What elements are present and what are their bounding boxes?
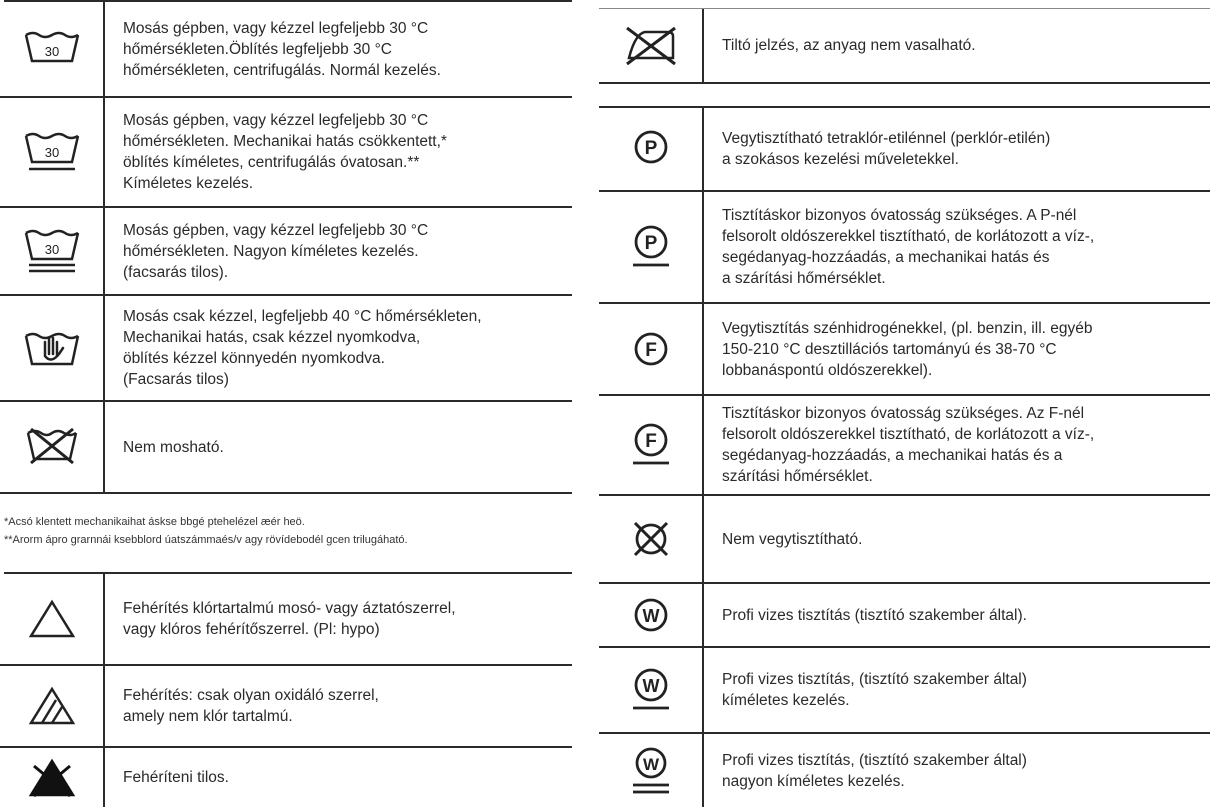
no-bleach-icon	[0, 748, 105, 807]
dry-clean-p-icon	[599, 108, 704, 190]
wet-clean-row-w	[599, 584, 1210, 648]
dry-clean-row-text: Nem vegytisztítható.	[722, 530, 863, 548]
bleach-triangle-icon	[0, 574, 105, 664]
hand-wash-icon	[0, 296, 105, 400]
wet-clean-row-text: Profi vizes tisztítás (tisztító szakember által).	[722, 606, 1027, 624]
dry-clean-f-icon	[599, 304, 704, 394]
dry-clean-f-gentle-icon	[599, 396, 704, 494]
iron-row-no-iron	[599, 9, 1210, 84]
no-wash-icon	[0, 402, 105, 492]
wash-row-text: Mosás gépben, vagy kézzel legfeljebb 30 °C hőmérsékleten.Öblítés legfeljebb 30 °C hőmérsékleten, centrifugálás. Normál kezelés.	[123, 19, 441, 79]
no-dry-clean-icon	[599, 496, 704, 582]
svg-text:30: 30	[44, 44, 59, 59]
svg-text:F: F	[644, 431, 657, 452]
wash-row-text: Mosás gépben, vagy kézzel legfeljebb 30 °C hőmérsékleten. Nagyon kíméletes kezelés. (facsarás tilos).	[123, 221, 429, 281]
iron-row-text: Tiltó jelzés, az anyag nem vasalható.	[722, 37, 976, 54]
wash-row-hand	[0, 296, 572, 402]
wash-row-text: Mosás gépben, vagy kézzel legfeljebb 30 °C hőmérsékleten. Mechanikai hatás csökkentett,* öblítés kíméletes, centrifugálás óvatosan.** Kíméletes kezelés.	[123, 112, 447, 192]
wash-row-text: Mosás csak kézzel, legfeljebb 40 °C hőmérsékleten, Mechanikai hatás, csak kézzel nyomkodva, öblítés kézzel könnyedén nyomkodva. (Facsarás tilos)	[123, 308, 482, 388]
wet-clean-w-icon	[599, 584, 704, 646]
bleach-row-text: Fehéríteni tilos.	[123, 769, 229, 786]
wash-row-30-gentle	[0, 98, 572, 208]
wash-tub-30-icon	[0, 2, 105, 96]
dry-clean-row-f	[599, 304, 1210, 396]
footnote-1: *Acsó klentett mechanikaihat áskse bbgé ptehelézel æér heö.	[4, 516, 305, 528]
svg-text:W: W	[642, 754, 659, 774]
wet-clean-row-text: Profi vizes tisztítás, (tisztító szakember által) kíméletes kezelés.	[722, 671, 1027, 709]
svg-text:P: P	[644, 233, 657, 254]
dry-clean-row-text: Tisztításkor bizonyos óvatosság szükséges. Az F-nél felsorolt oldószerekkel tisztítható, de korlátozott a víz-, segédanyag-hozzáadás, a mechanikai hatás és a szárítási hőmérséklet.	[722, 405, 1095, 485]
footnote-2: **Arorm ápro grarnnái ksebblord úatszámmaés/v agy rövídebodél gcen trilugáható.	[4, 534, 408, 546]
wet-clean-row-w-gentle	[599, 648, 1210, 734]
dry-clean-row-p	[599, 108, 1210, 192]
dry-clean-row-text: Vegytisztítás szénhidrogénekkel, (pl. benzin, ill. egyéb 150-210 °C desztillációs tartományú és 38-70 °C lobbanáspontú oldószerekkel).	[722, 319, 1093, 379]
wash-row-text: Nem mosható.	[123, 438, 224, 456]
dry-clean-row-text: Tisztításkor bizonyos óvatosság szükséges. A P-nél felsorolt oldószerekkel tisztítható, de korlátozott a víz-, segédanyag-hozzáadás, a mechanikai hatás és a szárítási hőmérséklet.	[722, 207, 1095, 287]
wash-tub-30-gentle-icon	[0, 98, 105, 206]
wet-clean-row-text: Profi vizes tisztítás, (tisztító szakember által) nagyon kíméletes kezelés.	[722, 751, 1027, 790]
wash-row-30	[0, 2, 572, 98]
wash-row-30-very-gentle	[0, 208, 572, 296]
dry-clean-row-f-gentle	[599, 396, 1210, 496]
non-chlorine-bleach-icon	[0, 666, 105, 746]
dry-clean-row-no	[599, 496, 1210, 584]
bleach-row-non-chlorine	[0, 666, 572, 748]
svg-text:30: 30	[44, 145, 59, 160]
wet-clean-row-w-very-gentle	[599, 734, 1210, 807]
bleach-row-no-bleach	[0, 748, 572, 807]
bleach-row-text: Fehérítés klórtartalmú mosó- vagy áztatószerrel, vagy klóros fehérítőszerrel. (Pl: hypo)	[123, 600, 456, 638]
bleach-row-chlorine	[0, 574, 572, 666]
wet-clean-w-gentle-icon	[599, 648, 704, 732]
wash-tub-30-very-gentle-icon	[0, 208, 105, 294]
no-iron-icon	[599, 9, 704, 82]
dry-clean-row-text: Vegytisztítható tetraklór-etilénnel (perklór-etilén) a szokásos kezelési műveletekkel.	[722, 130, 1051, 168]
dry-clean-p-gentle-icon	[599, 192, 704, 302]
svg-text:F: F	[644, 340, 657, 361]
wet-clean-w-very-gentle-icon	[599, 734, 704, 807]
wash-row-no-wash	[0, 402, 572, 494]
svg-text:30: 30	[44, 242, 59, 257]
svg-text:W: W	[642, 606, 659, 626]
dry-clean-row-p-gentle	[599, 192, 1210, 304]
svg-text:P: P	[644, 138, 657, 159]
bleach-row-text: Fehérítés: csak olyan oxidáló szerrel, amely nem klór tartalmú.	[123, 687, 379, 725]
svg-text:W: W	[642, 676, 659, 696]
